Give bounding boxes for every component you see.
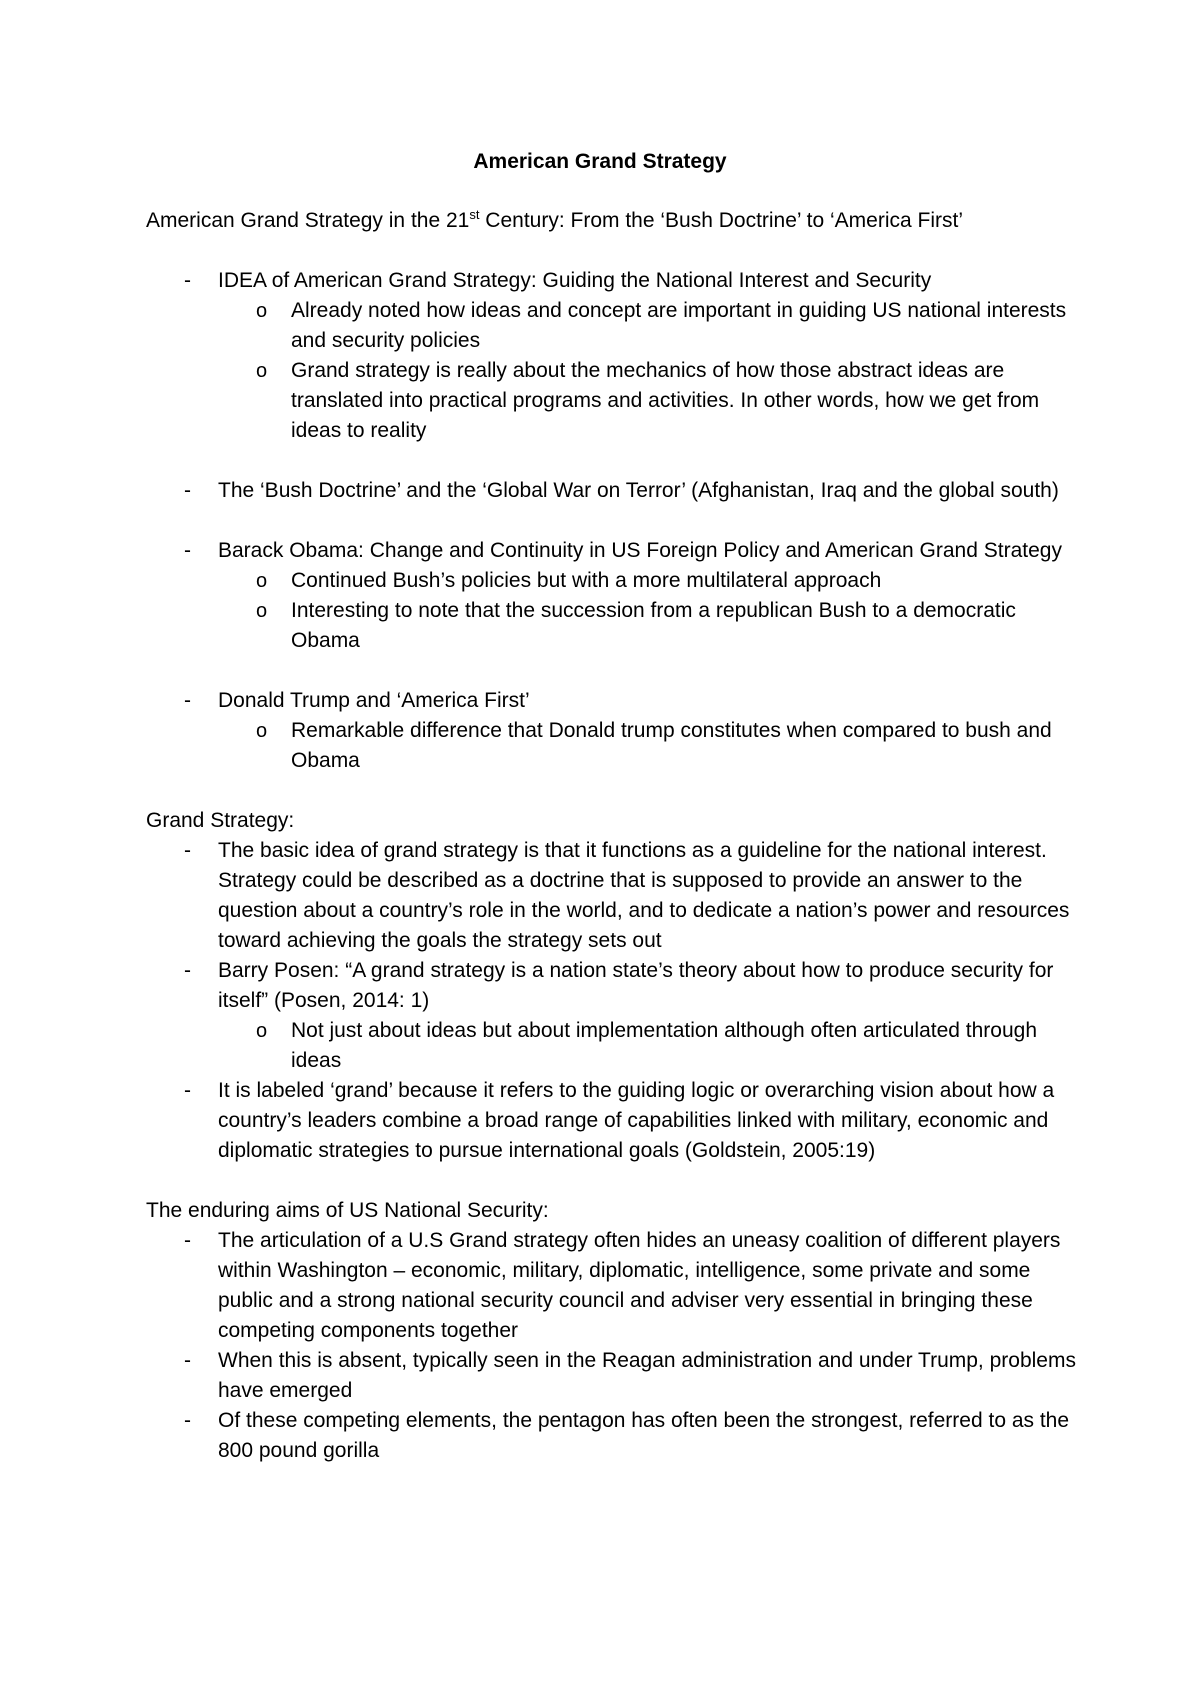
list-item: - It is labeled ‘grand’ because it refers to the guiding logic or overarching vision about how a country’s leaders combine a broad range of capabilities linked with military, economic and diplomatic strategies to pursue international goals (Goldstein, 2005:19) (146, 1076, 1086, 1166)
list-item: - Barry Posen: “A grand strategy is a nation state’s theory about how to produce security for itself” (Posen, 2014: 1) (146, 956, 1086, 1016)
sub-list-item: o Interesting to note that the succession from a republican Bush to a democratic Obama (146, 596, 1086, 656)
sub-list-item: o Continued Bush’s policies but with a more multilateral approach (146, 566, 1086, 596)
list-item: - Barack Obama: Change and Continuity in US Foreign Policy and American Grand Strategy (146, 536, 1086, 566)
sub-list-item: o Grand strategy is really about the mechanics of how those abstract ideas are translated into practical programs and activities. In other words, how we get from ideas to reality (146, 356, 1086, 446)
document-title: American Grand Strategy (473, 150, 727, 173)
subtitle-text-end: Century: From the ‘Bush Doctrine’ to ‘America First’ (479, 209, 963, 232)
list-item: - The ‘Bush Doctrine’ and the ‘Global War on Terror’ (Afghanistan, Iraq and the global south) (146, 476, 1086, 506)
list-item: - The basic idea of grand strategy is that it functions as a guideline for the national interest. Strategy could be described as a doctrine that is supposed to provide an answer to the question about a country’s role in the world, and to dedicate a nation’s power and resources toward achieving the goals the strategy sets out (146, 836, 1086, 956)
list-item: - Of these competing elements, the pentagon has often been the strongest, referred to as the 800 pound gorilla (146, 1406, 1086, 1466)
subtitle-superscript: st (469, 207, 480, 222)
subtitle-text: American Grand Strategy in the 21 (146, 209, 470, 232)
section-heading: The enduring aims of US National Security: (146, 1199, 549, 1222)
section-heading: Grand Strategy: (146, 809, 295, 832)
subtitle (146, 206, 1086, 236)
sub-list-item: o Remarkable difference that Donald trump constitutes when compared to bush and Obama (146, 716, 1086, 776)
sub-list-item: o Already noted how ideas and concept are important in guiding US national interests and security policies (146, 296, 1086, 356)
list-item: - When this is absent, typically seen in the Reagan administration and under Trump, problems have emerged (146, 1346, 1086, 1406)
document-body (146, 206, 1086, 1466)
list-item: - Donald Trump and ‘America First’ (146, 686, 1086, 716)
list-item: - IDEA of American Grand Strategy: Guiding the National Interest and Security (146, 266, 1086, 296)
list-item: - The articulation of a U.S Grand strategy often hides an uneasy coalition of different players within Washington – economic, military, diplomatic, intelligence, some private and some public and a strong national security council and adviser very essential in bringing these competing components together (146, 1226, 1086, 1346)
sub-list-item: o Not just about ideas but about implementation although often articulated through ideas (146, 1016, 1086, 1076)
